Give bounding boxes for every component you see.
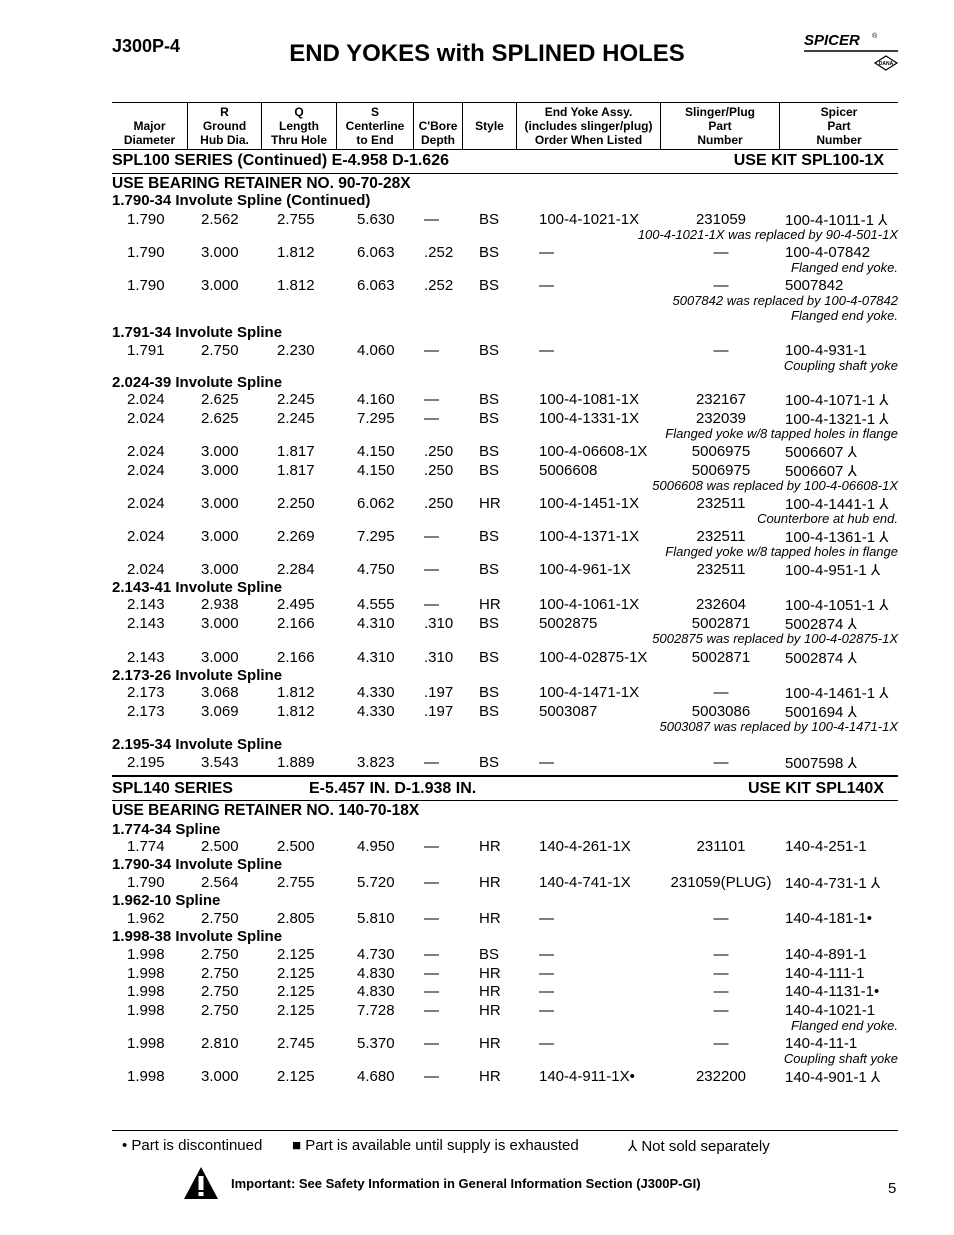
row-note: Flanged end yoke. <box>791 260 898 275</box>
table-row: 2.143 2.938 2.495 4.555 — HR 100-4-1061-1X 232604 100-4-1051-1 ⅄ <box>127 596 889 614</box>
table-row: 2.024 3.000 2.269 7.295 — BS 100-4-1371-1X 232511 100-4-1361-1 ⅄ <box>127 528 889 546</box>
table-row: 1.998 2.750 2.125 7.728 — HR — — 140-4-1021-1 <box>127 1002 876 1019</box>
table-row: 2.024 3.000 1.817 4.150 .250 BS 5006608 5006975 5006607 ⅄ <box>127 462 857 480</box>
table-row: 1.790 3.000 1.812 6.063 .252 BS — — 100-4-07842 <box>127 244 871 261</box>
col-cbore-depth: C'Bore Depth <box>413 103 462 149</box>
table-row: 1.998 2.750 2.125 4.830 — HR — — 140-4-1131-1• <box>127 983 880 1000</box>
table-row: 1.998 2.750 2.125 4.830 — HR — — 140-4-111-1 <box>127 965 865 982</box>
warning-icon <box>183 1165 219 1201</box>
section-spl140 <box>112 780 898 798</box>
row-note: Flanged end yoke. <box>791 308 898 323</box>
spline-subhead: 1.998-38 Involute Spline <box>112 928 283 945</box>
spline-subhead: 1.791-34 Involute Spline <box>112 324 283 341</box>
spline-subhead: 2.173-26 Involute Spline <box>112 667 283 684</box>
spline-subhead: 2.024-39 Involute Spline <box>112 374 283 391</box>
legend-not-sold: ⅄ Not sold separately <box>628 1138 770 1155</box>
section-spl100 <box>112 152 898 170</box>
row-note: Flanged yoke w/8 tapped holes in flange <box>665 426 898 441</box>
row-note: 5006608 was replaced by 100-4-06608-1X <box>652 478 898 493</box>
table-row: 2.195 3.543 1.889 3.823 — BS — — 5007598 ⅄ <box>127 754 857 772</box>
spline-subhead: 1.774-34 Spline <box>112 821 221 838</box>
row-note: Flanged yoke w/8 tapped holes in flange <box>665 544 898 559</box>
col-style: Style <box>462 103 516 149</box>
table-row: 2.173 3.069 1.812 4.330 .197 BS 5003087 5003086 5001694 ⅄ <box>127 703 857 721</box>
table-row: 2.143 3.000 2.166 4.310 .310 BS 5002875 5002871 5002874 ⅄ <box>127 615 857 633</box>
row-note: 5007842 was replaced by 100-4-07842 <box>672 293 898 308</box>
row-note: Counterbore at hub end. <box>757 511 898 526</box>
table-row: 1.998 2.810 2.745 5.370 — HR — — 140-4-11-1 <box>127 1035 858 1052</box>
table-header <box>112 102 898 150</box>
col-end-yoke-assy: End Yoke Assy. (includes slinger/plug) Order When Listed <box>516 103 660 149</box>
col-spicer-part: Spicer Part Number <box>779 103 898 149</box>
section-divider <box>112 173 898 174</box>
section-spl140-title: SPL140 SERIES <box>112 780 233 797</box>
retainer-note: USE BEARING RETAINER NO. 140-70-18X <box>112 802 420 819</box>
page-code: J300P-4 <box>112 36 181 56</box>
section-divider <box>112 800 898 801</box>
spline-subhead: 1.962-10 Spline <box>112 892 221 909</box>
spline-subhead: 2.195-34 Involute Spline <box>112 736 283 753</box>
table-row: 1.790 2.562 2.755 5.630 — BS 100-4-1021-1X 231059 100-4-1011-1 ⅄ <box>127 211 888 229</box>
row-note: Coupling shaft yoke <box>783 358 898 373</box>
col-slinger-plug: Slinger/Plug Part Number <box>660 103 779 149</box>
spline-subhead: 2.143-41 Involute Spline <box>112 579 283 596</box>
table-row: 2.143 3.000 2.166 4.310 .310 BS 100-4-02875-1X 5002871 5002874 ⅄ <box>127 649 857 667</box>
section-spl100-kit: USE KIT SPL100-1X <box>733 152 884 169</box>
row-note: Coupling shaft yoke <box>783 1051 898 1066</box>
page-number: 5 <box>888 1180 897 1197</box>
table-row: 1.998 3.000 2.125 4.680 — HR 140-4-911-1X• 232200 140-4-901-1 ⅄ <box>127 1068 881 1086</box>
section-spl140-dims: E-5.457 IN. D-1.938 IN. <box>309 780 477 797</box>
row-note: 5002875 was replaced by 100-4-02875-1X <box>652 631 898 646</box>
retainer-note: USE BEARING RETAINER NO. 90-70-28X <box>112 175 411 192</box>
table-row: 2.024 3.000 2.250 6.062 .250 HR 100-4-1451-1X 232511 100-4-1441-1 ⅄ <box>127 495 889 513</box>
section-spl100-title: SPL100 SERIES (Continued) E-4.958 D-1.626 <box>112 152 449 169</box>
legend-discontinued: • Part is discontinued <box>122 1137 263 1154</box>
logo-reg: ® <box>872 33 878 40</box>
table-row: 1.998 2.750 2.125 4.730 — BS — — 140-4-891-1 <box>127 946 867 963</box>
table-row: 2.173 3.068 1.812 4.330 .197 BS 100-4-1471-1X — 100-4-1461-1 ⅄ <box>127 684 889 702</box>
section-spl140-kit: USE KIT SPL140X <box>747 780 884 797</box>
col-length-thru-hole: Q Length Thru Hole <box>261 103 336 149</box>
row-note: 5003087 was replaced by 100-4-1471-1X <box>659 719 898 734</box>
logo-sub: DANA <box>878 61 894 67</box>
table-row: 1.791 2.750 2.230 4.060 — BS — — 100-4-931-1 <box>127 342 867 359</box>
table-row: 1.790 3.000 1.812 6.063 .252 BS — — 5007842 <box>127 277 844 294</box>
row-note: 100-4-1021-1X was replaced by 90-4-501-1X <box>637 227 898 242</box>
spicer-logo <box>802 30 902 74</box>
table-row: 1.962 2.750 2.805 5.810 — HR — — 140-4-181-1• <box>127 910 872 927</box>
col-major-diameter: Major Diameter <box>123 119 176 147</box>
table-row: 1.790 2.564 2.755 5.720 — HR 140-4-741-1X 231059(PLUG) 140-4-731-1 ⅄ <box>127 874 881 892</box>
table-row: 2.024 2.625 2.245 4.160 — BS 100-4-1081-1X 232167 100-4-1071-1 ⅄ <box>127 391 889 409</box>
logo-text: SPICER <box>804 32 860 49</box>
safety-notice: Important: See Safety Information in General Information Section (J300P-GI) <box>231 1176 701 1191</box>
page-title: END YOKES with SPLINED HOLES <box>289 40 685 67</box>
section-divider <box>112 775 898 777</box>
table-row: 1.774 2.500 2.500 4.950 — HR 140-4-261-1X 231101 140-4-251-1 <box>127 838 867 855</box>
spline-subhead: 1.790-34 Involute Spline <box>112 856 283 873</box>
spline-subhead: 1.790-34 Involute Spline (Continued) <box>112 192 371 209</box>
table-row: 2.024 2.625 2.245 7.295 — BS 100-4-1331-1X 232039 100-4-1321-1 ⅄ <box>127 410 889 428</box>
footer-divider <box>112 1130 898 1131</box>
col-ground-hub: R Ground Hub Dia. <box>187 103 261 149</box>
col-centerline: S Centerline to End <box>336 103 413 149</box>
row-note: Flanged end yoke. <box>791 1018 898 1033</box>
table-row: 2.024 3.000 2.284 4.750 — BS 100-4-961-1X 232511 100-4-951-1 ⅄ <box>127 561 881 579</box>
legend-supply: ■ Part is available until supply is exhausted <box>292 1137 579 1154</box>
table-row: 2.024 3.000 1.817 4.150 .250 BS 100-4-06608-1X 5006975 5006607 ⅄ <box>127 443 857 461</box>
